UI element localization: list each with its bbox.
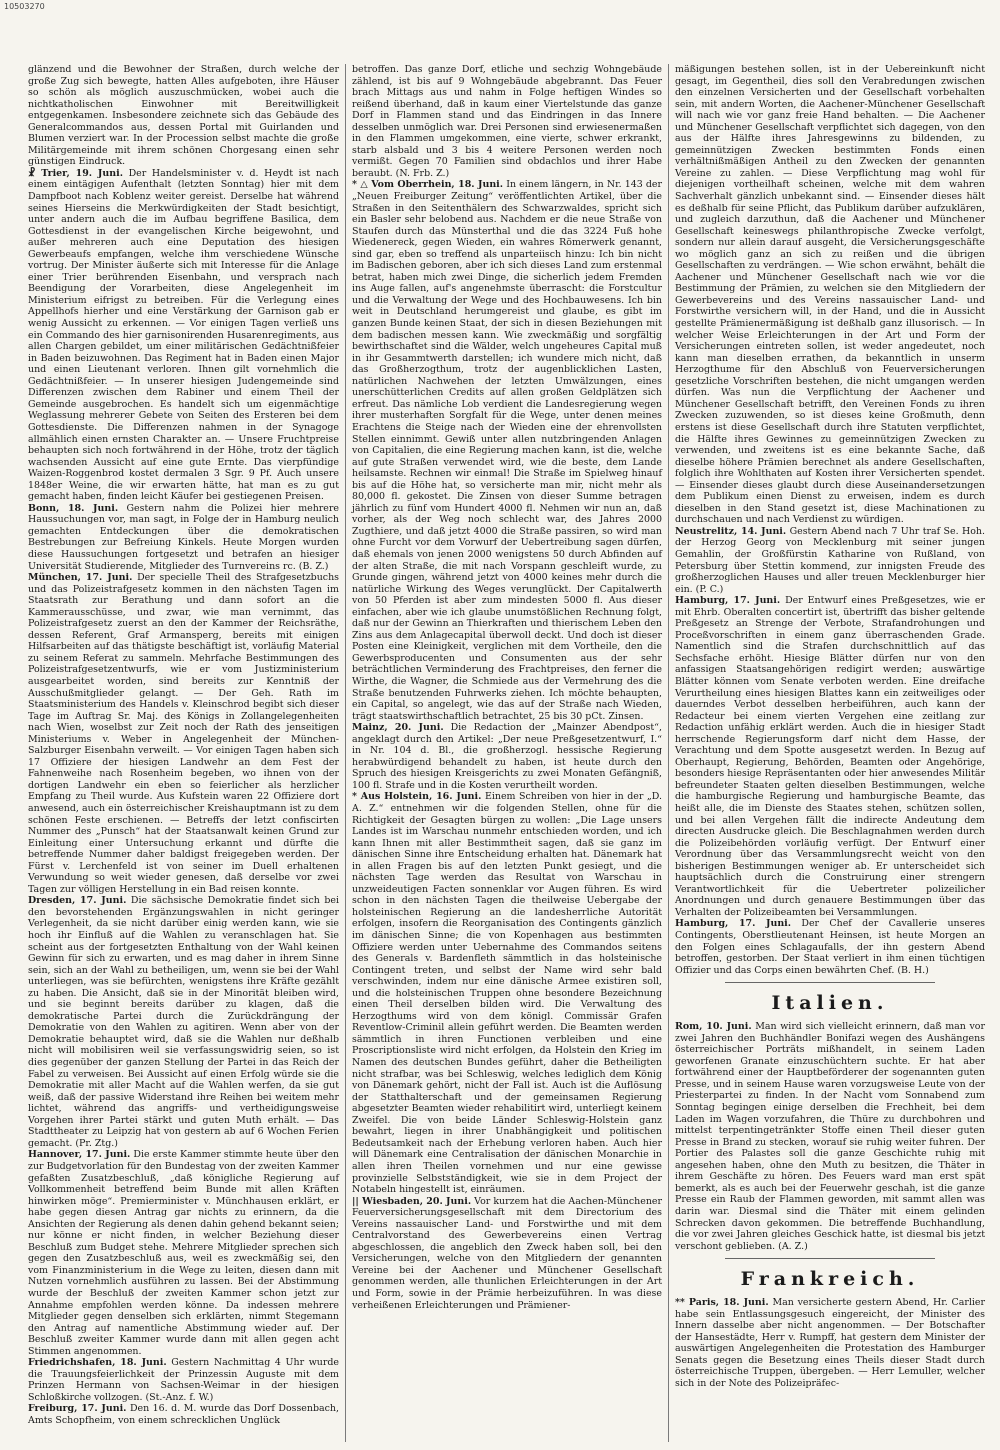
article-text: Die Redaction der „Mainzer Abendpost“, angeklagt durch den Artikel: „Der neue Preßgesetzentwurf, I.“ in Nr. 104 d. Bl., die großherzogl. hessische Regierung herabwürdigend behandelt zu haben, ist heute durch den Spruch des hiesigen Kreisgerichts zu zwei Monaten Gefängniß, 100 fl. Strafe und in die Kosten verurtheilt worden. — [352, 722, 662, 791]
article-text: Der Handelsminister v. d. Heydt ist nach einem eintägigen Aufenthalt (letzten Sonntag) hier mit dem Dampfboot nach Koblenz weiter gereist. Derselbe hat während seines Hierseins die Merkwürdigkeiten der Stadt besichtigt, unter andern auch die im Aufbau begriffene Basilica, dem Gottesdienst in der evangelischen Kirche beigewohnt, und außer mehreren auch eine Deputation des hiesigen Gewerbeaufs empfangen, welche ihm verschiedene Wünsche vortrug. Der Minister äußerte sich mit Interesse für die Anlage einer Trier berührenden Eisenbahn, und versprach nach Beendigung der Vorarbeiten, diese Angelegenheit im Ministerium eifrigst zu betreiben. Für die Verlegung eines Appellhofs hierher und eine Verstärkung der Garnison gab er wenig Aussicht zu erkennen. — Vor einigen Tagen verließ uns ein Commando des hier garnisonirenden Husarenregiments, aus allen Chargen gebildet, um einer militärischen Gedächtnißfeier in Baden beizuwohnen. Das Regiment hat in Baden einen Major und einen Lieutenant verloren. Ihnen gilt vornehmlich die Gedächtnißfeier. — In unserer hiesigen Judengemeinde sind Differenzen zwischen dem Rabiner und einem Theil der Gemeinde ausgebrochen. Es handelt sich um eigenmächtige Weglassung mehrerer Gebete von Seiten des Ersteren bei dem Gottesdienste. Die Differenzen nahmen in der Synagoge allmählich einen ernsten Charakter an. — Unsere Fruchtpreise behaupten sich noch fortwährend in der Höhe, trotz der täglich wachsenden Aussicht auf eine gute Ernte. Das vierpfündige Waizen-Roggenbrod kostet dermalen 3 Sgr. 9 Pf. Auch unsere 1848er Weine, die wir erwarten hätte, hat man es zu gut gemacht haben, finden leicht Käufer bei gestiegenen Preisen. — [28, 167, 340, 503]
article-paragraph — [28, 64, 339, 168]
article-paragraph — [28, 572, 339, 895]
dateline: || Wiesbaden, 20. Juni. — [352, 1195, 472, 1207]
dateline: * △ Vom Oberrhein, 18. Juni. — [352, 179, 504, 191]
article-text: In einem längern, in Nr. 143 der „Neuen Freiburger Zeitung“ veröffentlichten Artikel, über die Straßen in den Seitenthälern des Schwarzwaldes, spricht sich ein Basler sehr belobend aus. Nachdem er die neue Straße von Staufen durch das Münsterthal und die das 3224 Fuß hohe Wiedenereck, gegen Wieden, ein wahres Römerwerk genannt, sind gar, eben so treffend als unparteiisch hinzu: Ich bin nicht im Badischen geboren, aber ich sich dieses Land zum erstenmal betrat, haben mich zwei Dinge, die sicherlich jedem Fremden ins Auge fallen, auf's angenehmste überrascht: die Forstcultur und die Verwaltung der Wege und des Hochbauwesens. Ich bin weit in Deutschland herumgereist und glaube, es gibt im ganzen Bunde keinen Staat, der sich in diesen Beziehungen mit dem badischen messen kann. Wie zweckmäßig und sorgfältig bewirthschaftet sind die Wälder, welch ungeheures Capital muß in ihr Gesammtwerth darstellen; ich wundere mich nicht, daß das Großherzogthum, trotz der augenblicklichen Lasten, natürlichen Nachwehen der letzten Umwälzungen, eines unerschütterlichen Credits auf allen großen Geldplätzen sich erfreut. Das nämliche Lob verdient die Landesregierung wegen ihrer musterhaften Sorgfalt für die Wege, unter denen meines Erachtens die Steige nach der Wieden eine der ehrenvollsten Stellen einnimmt. Gewiß unter allen nutzbringenden Anlagen von Capitalien, die eine Regierung machen kann, ist die, welche auf gute Straßen verwendet wird, wie die beste, dem Lande heilsamste. Rechnen wir einmal! Die Straße im Spielweg hinauf bis auf die Höhe hat, so versicherte man mir, nicht mehr als 80,000 fl. gekostet. Die Zinsen von dieser Summe betragen jährlich zu fünf vom Hundert 4000 fl. Nehmen wir nun an, daß vorher, als der Weg noch schlecht war, des Jahres 2000 Zugthiere, und daß jetzt 4000 die Straße passiren, so wird man ohne Furcht vor dem Vorwurf der Uebertreibung sagen dürfen, daß ehemals von jenen 2000 wenigstens 50 durch Abfinden auf der alten Straße, die mit nach Vorspann geschleift wurde, zu Grunde gingen, während jetzt von 4000 keines mehr durch die natürliche Wirkung des Weges verunglückt. Der Capitalwerth von 50 Pferden ist aber zum mindesten 5000 fl. Aus dieser einfachen, aber wie ich glaube unumstößlichen Rechnung folgt, daß nur der Gewinn an Thierkraften und thierischem Leben den Zins aus dem Anlagecapital überwoll deckt. Und doch ist dieser Posten eine Kleinigkeit, verglichen mit dem Vortheile, den die Gewerbsproducenten und Consumenten aus der sehr beträchtlichen Verminderung des Frachtpreises, den ferner die Wirthe, die Wagner, die Schmiede aus der Vermehrung des die Straße benutzenden Fuhrwerks ziehen. Ich möchte behaupten, ein Capital, so angelegt, wie das auf der Straße nach Wieden, trägt staatswirthschaftlich betrachtet, 25 bis 30 pCt. Zinsen. — [352, 179, 663, 722]
article-text: Der specielle Theil des Strafgesetzbuchs und das Polizeistrafgesetz kommen in den nächsten Tagen im Staatsrath zur Berathung und dann sofort an die Kammerausschüsse, und zwar, wie man vernimmt, das Polizeistrafgesetz zuerst an den der Kammer der Reichsräthe, dessen Referent, Graf Armansperg, bereits mit einigen Hilfsarbeiten auf das thätigste beschäftigt ist, vorläufig Material zu seinem Referat zu sammeln. Mehrfache Bestimmungen des Polizeistrafgesetzentwurfs, wie er vom Justizministerium ausgearbeitet worden, sind bereits zur Kenntniß der Ausschußmitglieder gelangt. — Der Geh. Rath im Staatsministerium des Handels v. Kleinschrod begibt sich dieser Tage im Auftrag Sr. Maj. des Königs in Zollangelegenheiten nach Wien, woselbst zur Zeit noch der Rath des jenseitigen Ministeriums v. Weber in Angelegenheit der München-Salzburger Eisenbahn verweilt. — Vor einigen Tagen haben sich 17 Offiziere der hiesigen Landwehr an dem Fest der Fahnenweihe nach Rosenheim begeben, wo ihnen von der dortigen Landwehr ein eben so feierlicher als herzlicher Empfang zu Theil wurde. Aus Kufstein waren 22 Offiziere dort anwesend, auch ein österreichischer Kreishauptmann ist zu dem schönen Feste erschienen. — Betreffs der letzt confiscirten Nummer des „Punsch“ hat der Staatsanwalt keinen Grund zur Einleitung einer Untersuchung erkannt und dürfte die betreffende Nummer daher baldigst freigegeben werden. Der Fürst v. Lerchenfeld ist von seiner im Duell erhaltenen Verwundung so weit wieder genesen, daß derselbe vor zwei Tagen zur völligen Herstellung in ein Bad reisen konnte. — [28, 572, 339, 895]
article-paragraph — [28, 1357, 339, 1403]
article-text: Die erste Kammer stimmte heute über den zur Budgetvorlation für den Bundestag von der zweiten Kammer gefaßten Zusatzbeschluß, „daß königliche Regierung auf Vollkommenheit betreffend beim Bunde mit allen Kräften hinwirken möge“. Premierminister v. Münchhausen erklärt, er habe gegen diesen Antrag gar nichts zu erinnern, da die Ansichten der Regierung als denen dahin gehend bekannt seien; nur könne er nicht finden, in welcher Beziehung dieser Beschluß zum Budget stehe. Mehrere Mitglieder sprechen sich gegen den Zusatzbeschluß aus, weil es zweckmäßig sei, den vom Finanzministerium in die Wege zu leiten, diesen dann mit Nutzen vornehmlich ausführen zu lassen. Bei der Abstimmung wurde der Beschluß der zweiten Kammer schon jetzt zur Annahme empfohlen werden könne. Da indessen mehrere Mitglieder gegen denselben sich erklärten, nimmt Stegemann den Antrag auf namentliche Abstimmung wieder auf. Der Beschluß zweiter Kammer wurde dann mit allen gegen acht Stimmen angenommen. — [28, 1149, 339, 1357]
article-text: Einem Schreiben von hier in der „D. A. Z.“ entnehmen wir die folgenden Stellen, ohne für die Richtigkeit der Gesagten bürgen zu wollen: „Die Lage unsers Landes ist im Warschau nunmehr entschieden worden, und ich kann Ihnen mit aller Bestimmtheit sagen, daß sie ganz im dänischen Sinne ihre Entscheidung erhalten hat. Dänemark hat in allen Fragen bis auf den letzten Punkt gesiegt, und die nächsten Tage werden das Resultat von Warschau in unzweideutigen Facten sonnenklar vor Augen führen. Es wird schon in den nächsten Tagen die theilweise Uebergabe der holsteinischen Regierung an die landesherrliche Autorität erfolgen, insofern die Reorganisation des Contingents gänzlich im dänischen Sinne; die von Kopenhagen aus bestimmten Offiziere werden unter Uebernahme des Commandos seitens des Generals v. Bardenfleth sämmtlich in das holsteinische Contingent treten, und selbst der Name wird sehr bald verschwinden, indem nur eine dänische Armee existiren soll, und die holsteinischen Truppen ohne besondere Bezeichnung einen Theil derselben bilden wird. Die Verwaltung des Herzogthums wird von dem königl. Commissär Grafen Reventlow-Criminil allein geführt werden. Die Beamten werden sämmtlich in ihren Functionen verbleiben und eine Proscriptionsliste wird nicht erfolgen, da Holstein den Krieg im Namen des deutschen Bundes geführt, daher die Betheiligten nicht strafbar, was bei Schleswig, welches lediglich dem König von Dänemark gehört, nicht der Fall ist. Auch ist die Auflösung der Statthalterschaft und der gemeinsamen Regierung abgesetzter Beamten wieder rehabilitirt wird, unterliegt keinem Zweifel. Die von beide Länder Schleswig-Holstein ganz bewahrt, liegen in ihrer Unabhängigkeit und politischen Bedeutsamkeit nach der Erhebung verloren haben. Auch hier will Dänemark eine Centralisation der dänischen Monarchie in allen ihren Theilen vornehmen und nur eine gewisse provinzielle Selbstständigkeit, wie sie in dem Project der Notabeln hingestellt ist, einräumen. — [352, 791, 663, 1196]
article-paragraph — [352, 1196, 662, 1311]
article-text: mäßigungen bestehen sollen, ist in der Uebereinkunft nicht gesagt, im Gegentheil, dies soll den Verabredungen zwischen den einzelnen Versicherten und der Gesellschaft vorbehalten sein, mit andern Worten, die Aachener-Münchener Gesellschaft will nach wie vor ganz freie Hand behalten. — Die Aachener und Münchener Gesellschaft verpflichtet sich dagegen, von den aus der Hälfte ihres Jahresgewinns zu bildenden, zu gemeinnützigen Zwecken bestimmten Fonds einen verhältnißmäßigen Antheil zu den Zwecken der genannten Vereine zu zahlen. — Diese Verpflichtung mag wohl für diejenigen vortheilhaft scheinen, welche mit dem wahren Sachverhalt gänzlich unbekannt sind. — Einsender dieses hält es deßhalb für seine Pflicht, das Publikum darüber aufzuklären, und zugleich darzuthun, daß die Aachener und Münchener Gesellschaft keineswegs philanthropische Zwecke verfolgt, sondern nur allein darauf ausgeht, die Versicherungsgeschäfte wo möglich ganz an sich zu reißen und die übrigen Gesellschaften zu verdrängen. — Wie schon erwähnt, behält die Aachener und Münchener Gesellschaft nach wie vor die Bestimmung der Prämien, zu welchen sie den Mitgliedern der Gewerbevereins und des Vereins nassauischer Land- und Forstwirthe versichern will, in der Hand, und die in Aussicht gestellte Prämienermäßigung ist deßhalb ganz illusorisch. — In welcher Weise Erleichterungen in der Art und Form der Versicherungen eintreten sollen, ist weder angedeutet, noch kann man dieselben errathen, da bekanntlich in unserm Herzogthume für den Abschluß von Feuerversicherungen gesetzliche Vorschriften bestehen, die nicht umgangen werden dürfen. Was nun die Verpflichtung der Aachener und Münchener Gesellschaft betrifft, den Vereinen Fonds zu ihren Zwecken zuzuwenden, so ist dieses keine Großmuth, denn erstens ist diese Gesellschaft durch ihre Statuten verpflichtet, die Hälfte ihres Gewinnes zu gemeinnützigen Zwecken zu verwenden, und zweitens ist es eine bekannte Sache, daß dieselbe höhere Prämien berechnet als andere Gesellschaften, folglich ihre Wohlthaten auf Kosten ihrer Versicherten spendet. — Einsender dieses glaubt durch diese Auseinandersetzungen dem Publikum einen Dienst zu erweisen, indem es durch dieselben in den Stand gesetzt ist, diese Machinationen zu durchschauen und nach Verdienst zu würdigen. — [675, 64, 985, 526]
article-paragraph — [352, 179, 662, 722]
dateline: Freiburg, 17. Juni. — [28, 1403, 127, 1415]
article-text: Gestern Abend nach 7 Uhr traf Se. Hoh. der Herzog Georg von Mecklenburg mit seiner jungen Gemahlin, der Großfürstin Katharine von Rußland, von Petersburg über Stettin kommend, zur innigsten Freude des großherzoglichen Hauses und aller treuen Mecklenburger hier ein. (P. C.) — [675, 525, 986, 595]
article-paragraph — [28, 1149, 339, 1357]
section-heading: Frankreich. — [740, 1268, 920, 1291]
article-paragraph — [352, 64, 662, 179]
article-text: betroffen. Das ganze Dorf, etliche und sechzig Wohngebäude zählend, ist bis auf 9 Wohngebäude abgebrannt. Das Feuer brach Mittags aus und nahm in Folge heftigen Windes so reißend überhand, daß in kaum einer Viertelstunde das ganze Dorf in Flammen stand und das Eindringen in das Innere desselben unmöglich war. Drei Personen sind erwiesenermaßen in den Flammen umgekommen, eine vierte, schwer erkrankt, starb alsbald und 3 bis 4 weitere Personen werden noch vermißt. Gegen 70 Familien sind obdachlos und ihrer Habe beraubt. (N. Frb. Z.) — [352, 64, 662, 179]
article-text: Gestern nahm die Polizei hier mehrere Haussuchungen vor, man sagt, in Folge der in Hamburg neulich gemachten Entdeckungen über die demokratischen Bestrebungen zur Befreiung Kinkels. Heute Morgen wurden diese Haussuchungen fortgesetzt und betrafen an hiesiger Universität Studierende, Mitglieder des Turnvereins rc. (B. Z.) — [28, 502, 339, 572]
dateline: ** Paris, 18. Juni. — [675, 1297, 769, 1309]
column-right — [668, 64, 991, 1442]
page-number: 10503270 — [4, 2, 45, 11]
dateline: ☧ Trier, 19. Juni. — [28, 167, 123, 179]
article-paragraph — [675, 526, 985, 595]
article-text: Gestern Nachmittag 4 Uhr wurde die Trauungsfeierlichkeit der Prinzessin Auguste mit dem Prinzen Hermann von Sachsen-Weimar in der hiesigen Schloßkirche vollzogen. (St.-Anz. f. W.) — [28, 1357, 339, 1403]
column-middle — [345, 64, 668, 1442]
section-rule — [725, 982, 935, 983]
article-paragraph — [675, 918, 985, 976]
article-paragraph — [675, 1297, 985, 1389]
article-paragraph — [675, 1021, 985, 1252]
article-paragraph — [28, 895, 339, 1149]
dateline: Mainz, 20. Juni. — [352, 722, 444, 734]
article-paragraph — [675, 595, 985, 918]
section-heading: Italien. — [771, 992, 889, 1015]
dateline: Rom, 10. Juni. — [675, 1021, 752, 1033]
article-text: Vor kurzem hat die Aachen-Münchener Feuerversicherungsgesellschaft mit dem Directorium des Vereins nassauischer Land- und Forstwirthe und mit dem Centralvorstand des Gewerbevereins einen Vertrag abgeschlossen, die angeblich den Zweck haben soll, bei den Versicherungen, welche von den Mitgliedern der genannten Vereine bei der Aachener und Münchener Gesellschaft genommen werden, alle thunlichen Erleichterungen in der Art und Form, sowie in der Prämie herbeizuführen. In was diese verheißenen Erleichterungen und Prämiener- — [352, 1195, 662, 1311]
article-paragraph — [352, 722, 662, 791]
dateline: Hamburg, 17. Juni. — [675, 918, 792, 930]
article-text: Die sächsische Demokratie findet sich bei den bevorstehenden Ergänzungswahlen in nicht geringer Verlegenheit, da sie nicht darüber einig werden kann, wie sie hoch ihr Einfluß auf die Wahlen zu veranschlagen hat. Sie scheint aus der fortgesetzten Enthaltung von der Wahl keinen Gewinn für sich zu erwarten, und es mag daher in ihrem Sinne sein, sich an der Wahl zu betheiligen, um, wenn sie bei der Wahl unterliegen, was sie befürchten, wenigstens ihre Kräfte gezählt zu haben. Die Ansicht, daß sie in der Minorität bleiben wird, und sie beginnt bereits darüber zu klagen, daß die demokratische Partei durch die Zurückdrängung der Demokratie von den Wahlen zu agitiren. Wenn aber von der Demokratie behauptet wird, daß sie die Wahlen nur deßhalb nicht will mobilisiren weil sie verfassungswidrig seien, so ist dies gegenüber der ganzen Stellung der Partei in das Reich der Fabel zu verweisen. Bei Aussicht auf einen Erfolg würde sie die Demokratie mit aller Macht auf die Wahlen werfen, da sie gut weiß, daß der passive Widerstand ihre Reihen bei weitem mehr lichtet, während das angriffs- und vertheidigungsweise Vorgehen ihrer Partei stärkt und guten Muth erhält. — Das Stadttheater zu Leipzig hat von gestern ab auf 6 Wochen Ferien gemacht. (Pr. Ztg.) — [28, 895, 339, 1149]
dateline: Bonn, 18. Juni. — [28, 502, 119, 514]
dateline: Dresden, 17. Juni. — [28, 895, 127, 907]
article-text: Man versicherte gestern Abend, Hr. Carlier habe sein Entlassungsgesuch eingereicht, der Minister des Innern dasselbe aber nicht angenommen. — Der Botschafter der Hansestädte, Herr v. Rumpff, hat gestern dem Minister der auswärtigen Angelegenheiten die Protestation des Hamburger Senats gegen die Besetzung eines Theils dieser Stadt durch österreichische Truppen, übergeben. — Herr Lemuller, welcher sich in der Note des Polizeipräfec- — [675, 1297, 985, 1389]
dateline: * Aus Holstein, 16. Juni. — [352, 791, 482, 803]
dateline: Hamburg, 17. Juni. — [675, 595, 781, 607]
article-paragraph — [675, 64, 985, 526]
article-text: Man wird sich vielleicht erinnern, daß man vor zwei Jahren den Buchhändler Bonifazi wegen des Aushängens österreichischer Porträts mißhandelt, in seinem Laden geworfenen Granate einzuschüchtern suchte. Er hat aber fortwährend einer der Hauptbeförderer der sogenannten guten Presse, und in seinem Hause waren vorzugsweise Leute von der Priesterpartei zu finden. In der Nacht vom Sonnabend zum Sonntag begingen einige derselben die Frechheit, bei dem Laden im Wagen vorzufahren, die Thüre zu durchbohren und mittelst terpentingetränkter Stoffe einen Theil dieser guten Presse in Brand zu stecken, worauf sie ruhig weiter fuhren. Der Portier des Palastes soll die ganze Geschichte ruhig mit angesehen haben, ohne den Muth zu besitzen, die Thäter in ihrem Geschäfte zu hören. Des Feuers ward man erst spät bemerkt, als es auch bei der Feuerwehr geschah, ist die ganze Presse ein Raub der Flammen geworden, mit sammt allen was darin war. Diesmal sind die Thäter mit einem gelinden Schrecken davon gekommen. Die betreffende Buchhandlung, die vor zwei Jahren gleiches Geschick hatte, ist diesmal bis jetzt verschont geblieben. (A. Z.) — [675, 1021, 986, 1252]
article-text: Der Chef der Cavallerie unseres Contingents, Oberstlieutenant Heinsen, ist heute Morgen an den Folgen eines Schlagaufalls, der ihn gestern Abend betroffen, gestorben. Der Staat verliert in ihm einen tüchtigen Offizier und das Corps einen bewährten Chef. (B. H.) — [675, 918, 985, 976]
dateline: Neustrelitz, 14. Juni. — [675, 525, 787, 537]
article-paragraph — [28, 168, 339, 503]
column-left — [22, 64, 345, 1442]
article-paragraph — [28, 1403, 339, 1426]
dateline: Hannover, 17. Juni. — [28, 1149, 131, 1161]
article-text: Der Entwurf eines Preßgesetzes, wie er mit Ehrb. Oberalten concertirt ist, übertrifft das bisher geltende Preßgesetz an Strenge der Verbote, Strafandrohungen und Proceßvorschriften in einem ganz überraschenden Grade. Namentlich sind die Strafen durchschnittlich auf das Sechsfache erhöht. Hiesige Blätter dürfen nur von den anfassigen Staatsangehörigen redigirt werden; auswärtige Blätter können vom Senate verboten werden. Eine dreifache Verurtheilung eines hiesigen Blattes kann ein zeitweiliges oder dauerndes Verbot desselben herbeiführen, auch kann der Redacteur bei einem vierten Vergehen eine zeitlang zur Redaction unfähig erklärt werden. Auch die in hiesiger Stadt herrschende Regierungsform darf nicht dem Hasse, der Verachtung und dem Spotte ausgesetzt werden. In Bezug auf Oberhaupt, Regierung, Behörden, Beamten oder Angehörige, besonders hiesige Repräsentanten oder hier anwesendes Militär befreundeter Staaten gelten dieselben Bestimmungen, welche die hamburgische Regierung und hamburgische Beamte, das heißt alle, die im Dienste des Staates stehen, schützen sollen, und bei allen Vergehen fällt die indirecte Andeutung dem directen Ausdrucke gleich. Die Beschlagnahmen werden durch die Polizeibehörden vorläufig verfügt. Der Entwurf einer Verordnung über das Versammlungsrecht weicht von den bisherigen Bestimmungen weniger ab. Er unterscheidet sich hauptsächlich durch die Construirung einer strengern Verantwortlichkeit für die Uebertreter polizeilicher Anordnungen und durch genauere Bestimmungen über das Verhalten der Polizeibeamten bei Versammlungen. — [675, 595, 985, 918]
article-text: glänzend und die Bewohner der Straßen, durch welche der große Zug sich bewegte, hatten Alles aufgeboten, ihre Häuser so schön als möglich auszuschmücken, wobei auch die nichtkatholischen Einwohner mit Bereitwilligkeit entgegenkamen. Insbesondere zeichnete sich das Gebäude des Generalcommandos aus, dessen Portal mit Guirlanden und Blumen verziert war. In der Procession selbst machte die große Militärgemeinde mit ihrem schönen Chorgesang einen sehr günstigen Eindruck. — [28, 64, 339, 168]
article-paragraph — [28, 503, 339, 572]
article-paragraph — [352, 791, 662, 1195]
article-text: Den 16. d. M. wurde das Dorf Dossenbach, Amts Schopfheim, von einem schrecklichen Unglück — [28, 1403, 340, 1426]
dateline: Friedrichshafen, 18. Juni. — [28, 1357, 167, 1369]
newspaper-columns — [22, 64, 992, 1442]
dateline: München, 17. Juni. — [28, 572, 133, 584]
section-rule — [725, 1258, 935, 1259]
